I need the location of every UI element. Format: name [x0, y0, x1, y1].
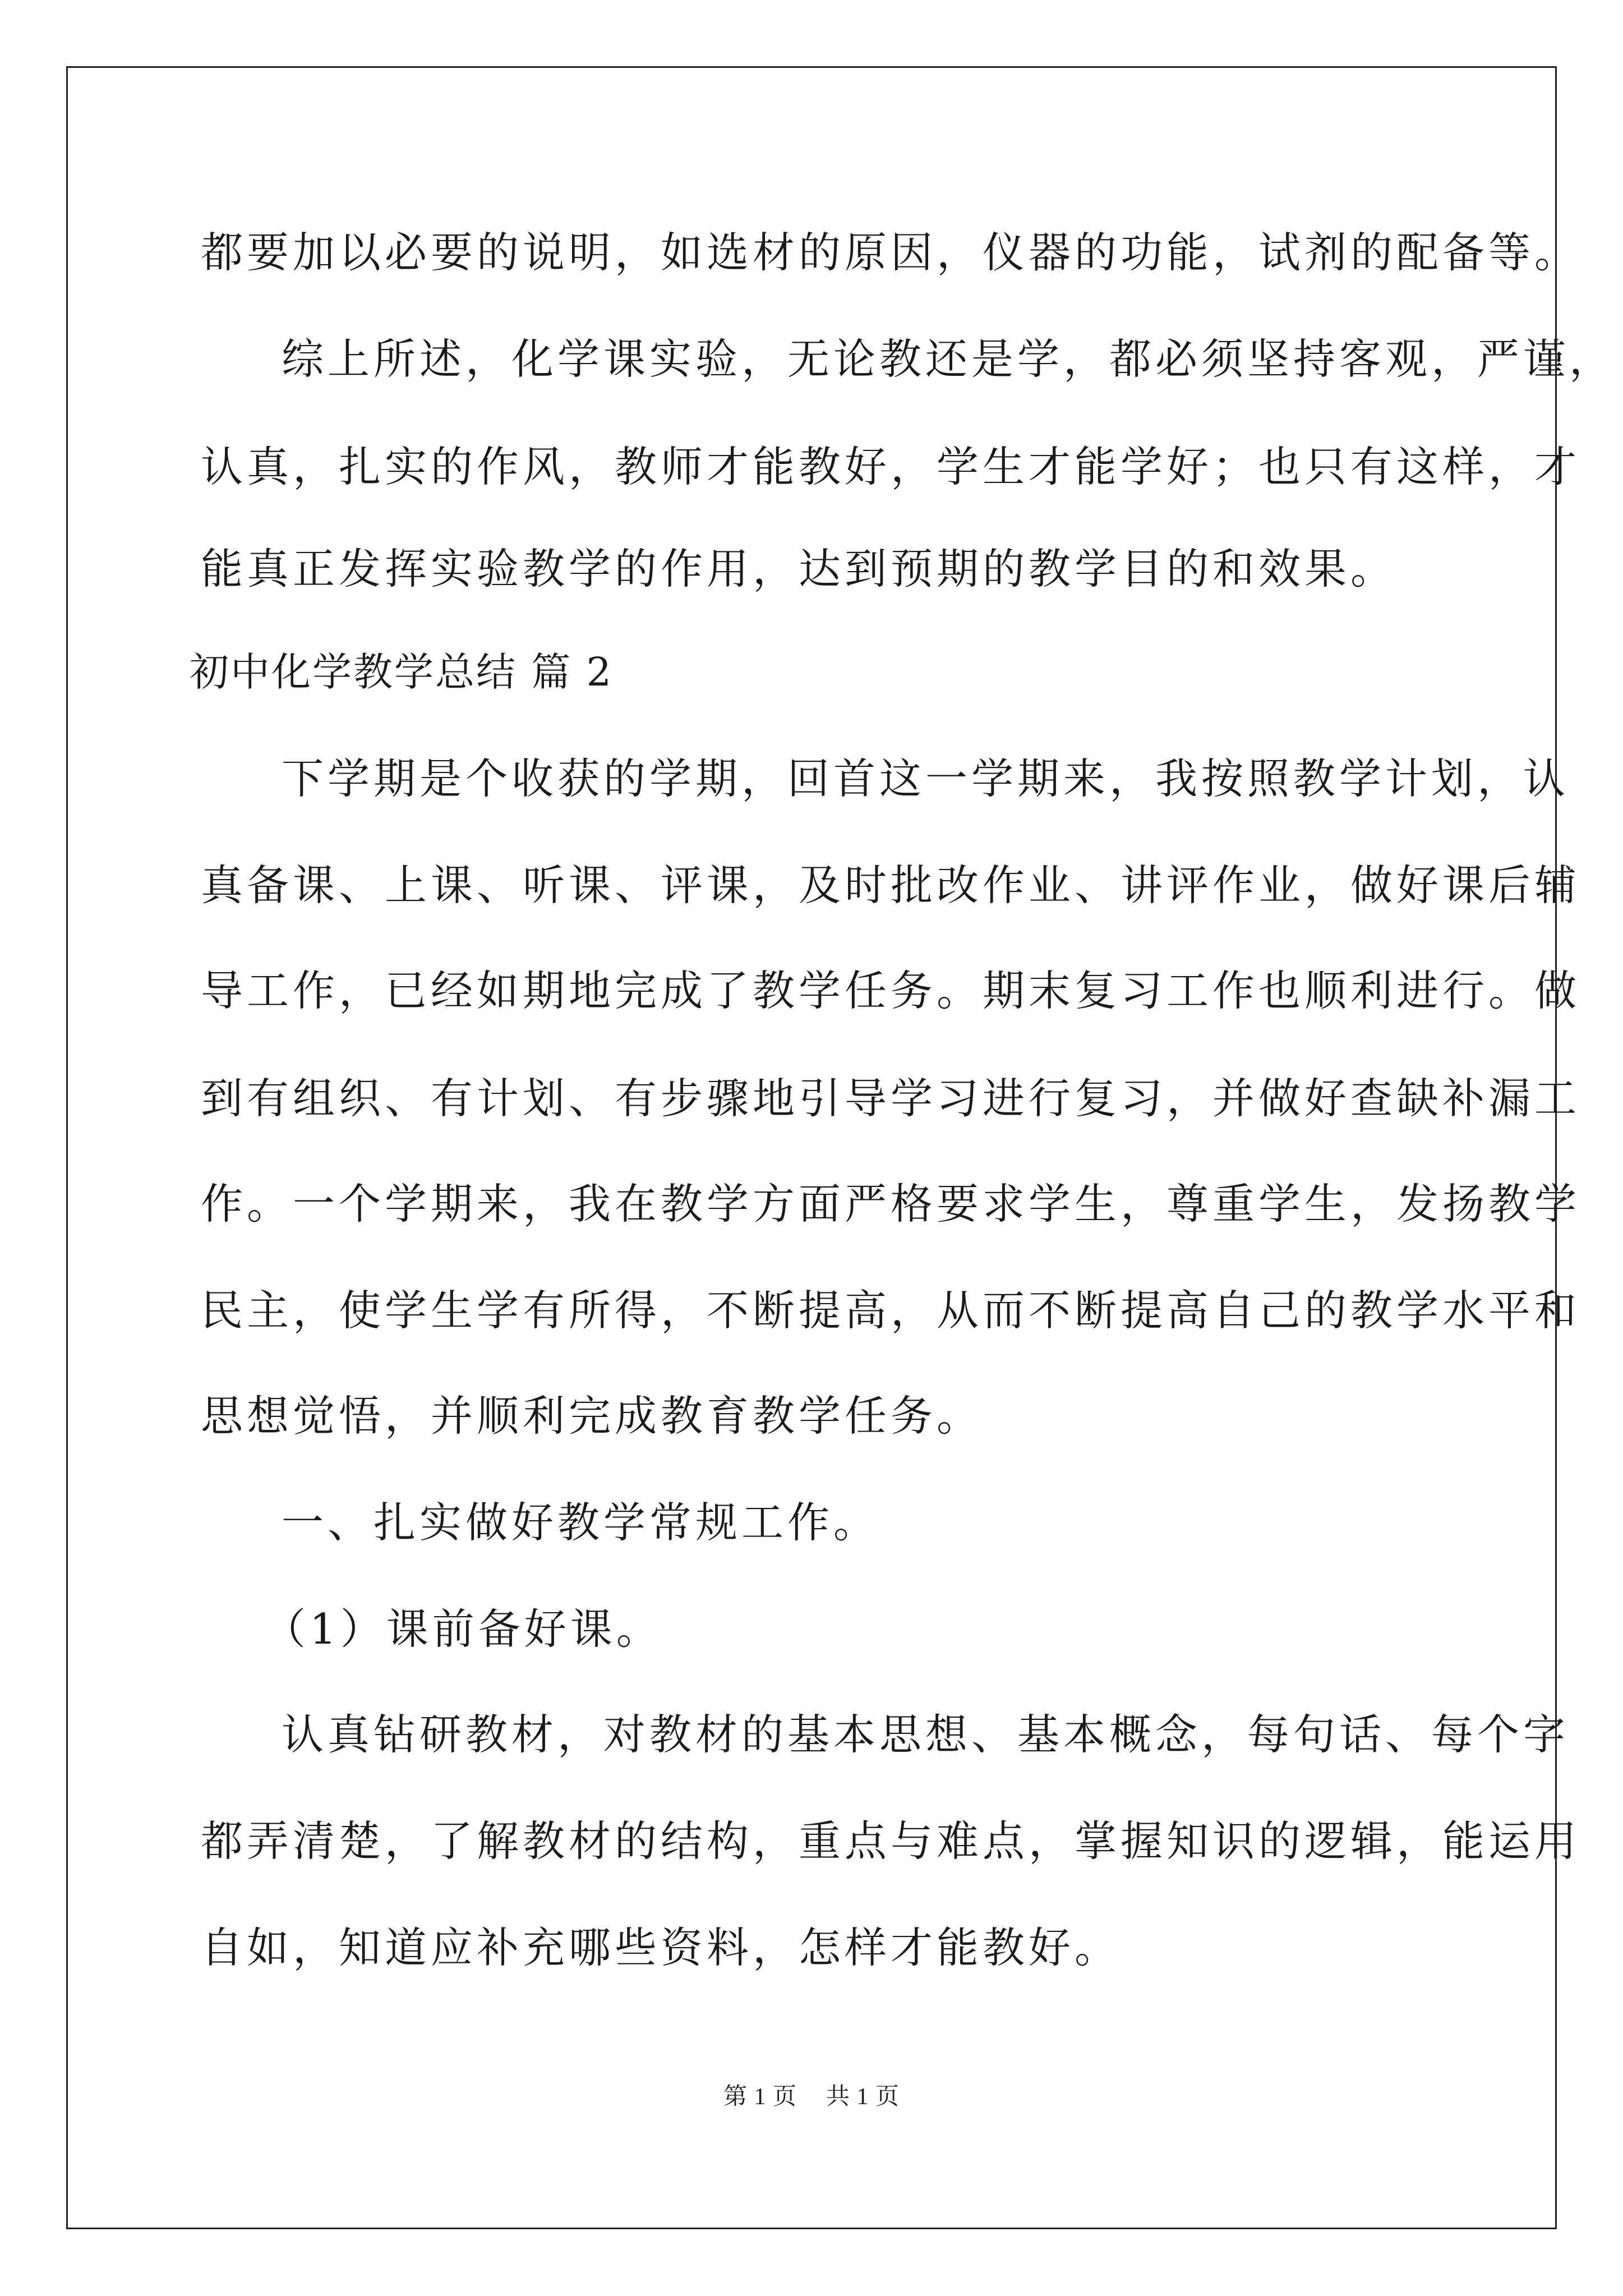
- page-border: [66, 66, 1557, 2229]
- paragraph-line: 能真正发挥实验教学的作用，达到预期的教学目的和效果。: [201, 544, 1397, 593]
- paragraph-line: 下学期是个收获的学期，回首这一学期来，我按照教学计划，认: [282, 754, 1570, 803]
- page-footer: [0, 2081, 1623, 2113]
- paragraph-line: 认真钻研教材，对教材的基本思想、基本概念，每句话、每个字: [282, 1710, 1570, 1759]
- paragraph-line: 作。一个学期来，我在教学方面严格要求学生，尊重学生，发扬教学: [201, 1179, 1581, 1228]
- subheading-line: 一、扎实做好教学常规工作。: [282, 1498, 880, 1547]
- page-total: 共 1 页: [826, 2084, 900, 2110]
- paragraph-line: 都要加以必要的说明，如选材的原因，仪器的功能，试剂的配备等。: [201, 228, 1581, 277]
- page-number: 第 1 页: [723, 2084, 797, 2110]
- paragraph-line: 自如，知道应补充哪些资料，怎样才能教好。: [201, 1923, 1121, 1972]
- paragraph-line: 综上所述，化学课实验，无论教还是学，都必须坚持客观，严谨，: [282, 334, 1616, 384]
- paragraph-line: 真备课、上课、听课、评课，及时批改作业、讲评作业，做好课后辅: [201, 861, 1581, 910]
- paragraph-line: 认真，扎实的作风，教师才能教好，学生才能学好；也只有这样，才: [201, 442, 1581, 491]
- paragraph-line: 民主，使学生学有所得，不断提高，从而不断提高自己的教学水平和: [201, 1286, 1581, 1335]
- paragraph-line: 到有组织、有计划、有步骤地引导学习进行复习，并做好查缺补漏工: [201, 1074, 1581, 1123]
- subheading-line: （1）课前备好课。: [264, 1604, 662, 1654]
- paragraph-line: 导工作，已经如期地完成了教学任务。期末复习工作也顺利进行。做: [201, 966, 1581, 1015]
- section-heading: 初中化学教学总结 篇 2: [190, 649, 614, 695]
- paragraph-line: 思想觉悟，并顺利完成教育教学任务。: [201, 1391, 983, 1441]
- paragraph-line: 都弄清楚，了解教材的结构，重点与难点，掌握知识的逻辑，能运用: [201, 1816, 1581, 1866]
